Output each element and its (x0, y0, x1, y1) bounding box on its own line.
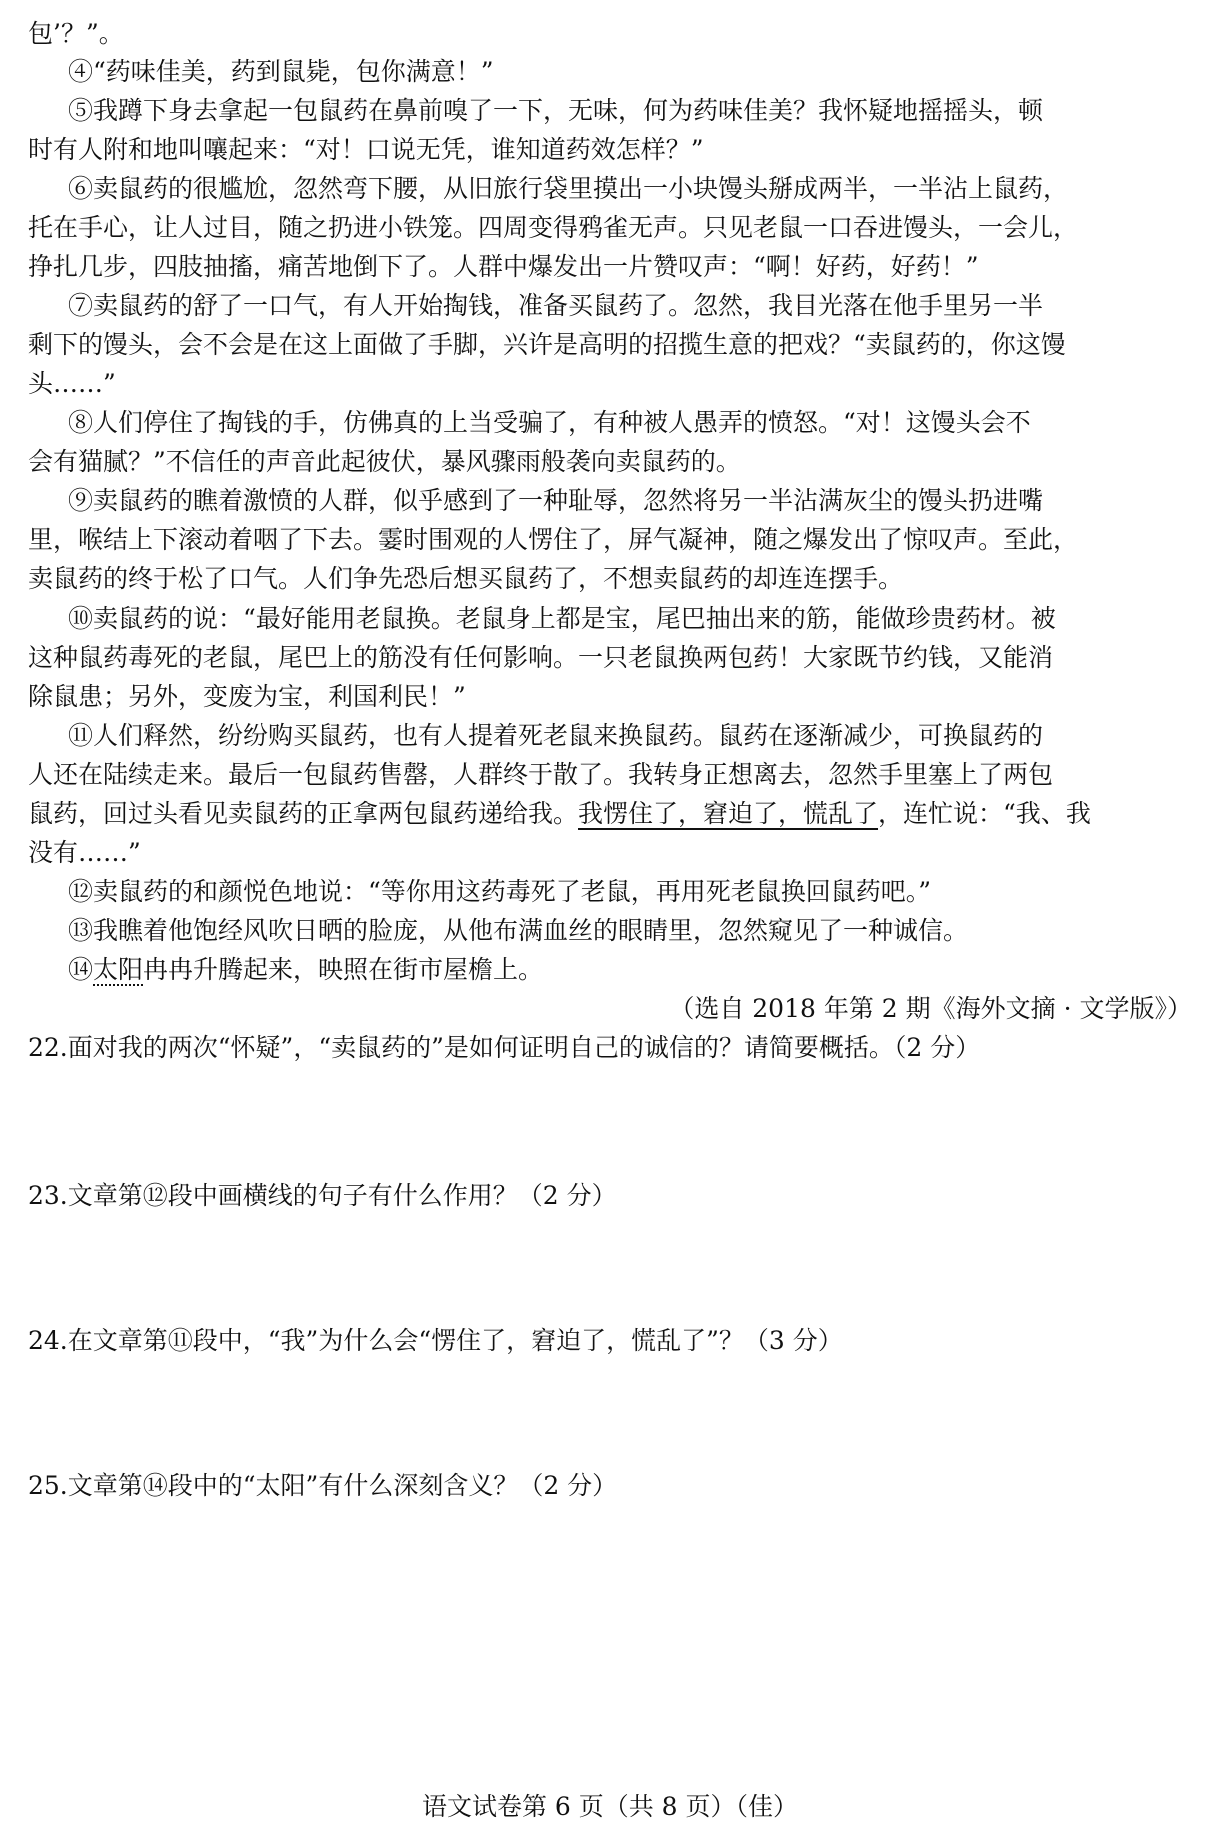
question-22: 22.面对我的两次“怀疑”，“卖鼠药的”是如何证明自己的诚信的？请简要概括。（2 分） (28, 1033, 981, 1062)
underlined-sentence: 我愣住了，窘迫了，慌乱了 (578, 799, 879, 828)
passage-line: ⑤我蹲下身去拿起一包鼠药在鼻前嗅了一下，无味，何为药味佳美？我怀疑地摇摇头，顿 (68, 96, 1044, 125)
page-footer: 语文试卷第 6 页（共 8 页）（佳） (421, 1792, 799, 1821)
passage-line: ⑬我瞧着他饱经风吹日晒的脸庞，从他布满血丝的眼睛里，忽然窥见了一种诚信。 (68, 916, 969, 945)
passage-line: 除鼠患；另外，变废为宝，利国利民！” (28, 682, 466, 711)
passage-line: ④“药味佳美，药到鼠毙，包你满意！” (68, 57, 494, 86)
passage-text: 冉冉升腾起来，映照在街市屋檐上。 (143, 955, 544, 984)
passage-line: 会有猫腻？”不信任的声音此起彼伏，暴风骤雨般袭向卖鼠药的。 (28, 447, 741, 476)
passage-line: 里，喉结上下滚动着咽了下去。霎时围观的人愣住了，屏气凝神，随之爆发出了惊叹声。至此， (28, 525, 1079, 554)
paragraph-marker: ⑭ (68, 955, 94, 984)
passage-line: 人还在陆续走来。最后一包鼠药售罄，人群终于散了。我转身正想离去，忽然手里塞上了两包 (28, 760, 1054, 789)
passage-line (68, 954, 543, 985)
question-25: 25.文章第⑭段中的“太阳”有什么深刻含义？（2 分） (28, 1471, 618, 1500)
passage-line: ⑦卖鼠药的舒了一口气，有人开始掏钱，准备买鼠药了。忽然，我目光落在他手里另一半 (68, 291, 1044, 320)
passage-line: 剩下的馒头，会不会是在这上面做了手脚，兴许是高明的招揽生意的把戏？“卖鼠药的，你这馒 (28, 330, 1066, 359)
passage-line (28, 798, 1091, 829)
passage-text: 鼠药，回过头看见卖鼠药的正拿两包鼠药递给我。 (28, 799, 579, 828)
emphasized-word: 太阳 (93, 955, 144, 984)
question-24: 24.在文章第⑪段中，“我”为什么会“愣住了，窘迫了，慌乱了”？（3 分） (28, 1326, 843, 1355)
passage-line: 挣扎几步，四肢抽搐，痛苦地倒下了。人群中爆发出一片赞叹声：“啊！好药，好药！” (28, 252, 979, 281)
passage-line: 没有……” (28, 838, 141, 867)
passage-line: ⑩卖鼠药的说：“最好能用老鼠换。老鼠身上都是宝，尾巴抽出来的筋，能做珍贵药材。被 (68, 604, 1056, 633)
passage-line: ⑫卖鼠药的和颜悦色地说：“等你用这药毒死了老鼠，再用死老鼠换回鼠药吧。” (68, 877, 932, 906)
passage-line: ⑪人们释然，纷纷购买鼠药，也有人提着死老鼠来换鼠药。鼠药在逐渐减少，可换鼠药的 (68, 721, 1044, 750)
question-23: 23.文章第⑫段中画横线的句子有什么作用？（2 分） (28, 1181, 617, 1210)
passage-line: 时有人附和地叫嚷起来：“对！口说无凭，谁知道药效怎样？” (28, 135, 704, 164)
source-citation: （选自 2018 年第 2 期《海外文摘 · 文学版》） (669, 994, 1192, 1023)
passage-line: 托在手心，让人过目，随之扔进小铁笼。四周变得鸦雀无声。只见老鼠一口吞进馒头，一会儿， (28, 213, 1079, 242)
passage-line: ⑥卖鼠药的很尴尬，忽然弯下腰，从旧旅行袋里摸出一小块馒头掰成两半，一半沾上鼠药， (68, 174, 1069, 203)
passage-line: 卖鼠药的终于松了口气。人们争先恐后想买鼠药了，不想卖鼠药的却连连摆手。 (28, 564, 904, 593)
passage-line: 头……” (28, 369, 116, 398)
passage-line: ⑨卖鼠药的瞧着激愤的人群，似乎感到了一种耻辱，忽然将另一半沾满灰尘的馒头扔进嘴 (68, 486, 1044, 515)
passage-line: 包’？”。 (28, 19, 124, 48)
passage-line: ⑧人们停住了掏钱的手，仿佛真的上当受骗了，有种被人愚弄的愤怒。“对！这馒头会不 (68, 408, 1031, 437)
passage-line: 这种鼠药毒死的老鼠，尾巴上的筋没有任何影响。一只老鼠换两包药！大家既节约钱，又能消 (28, 643, 1054, 672)
passage-text: ，连忙说：“我、我 (878, 799, 1091, 828)
